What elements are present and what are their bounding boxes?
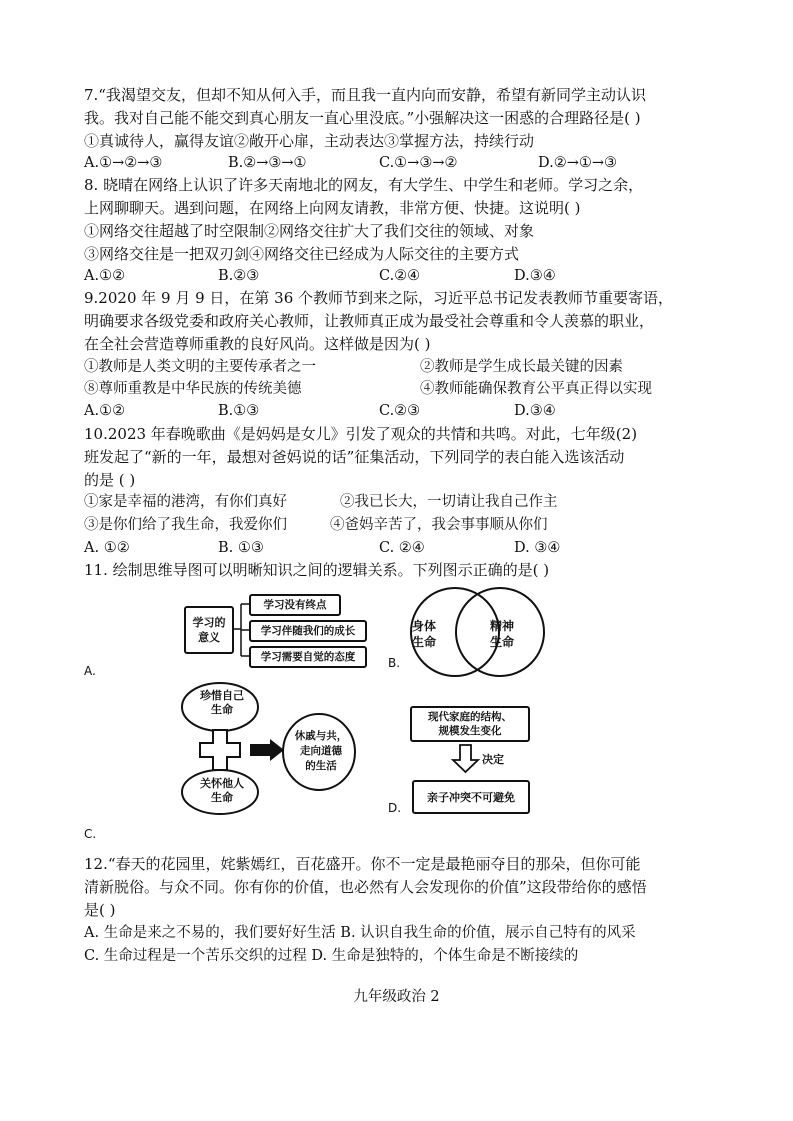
- q8-statements-1: ①网络交往超越了时空限制②网络交往扩大了我们交往的领域、对象: [84, 222, 535, 240]
- diagram-a-root: 学习的 意义: [184, 606, 234, 654]
- arrow-right-icon: [250, 739, 284, 761]
- venn-left-label: 身体 生命: [412, 619, 437, 649]
- q9-stem-line3: 在全社会营造尊师重教的良好风尚。这样做是因为( ): [84, 335, 431, 353]
- q12-stem-line2: 清新脱俗。与众不同。你有你的价值，也必然有人会发现你的价值”这段带给你的感悟: [84, 878, 647, 896]
- q7-option-c: C.①→③→②: [379, 155, 458, 171]
- q10-statement-3: ③是你们给了我生命，我爱你们: [84, 517, 287, 533]
- diagram-d-bottom: 亲子冲突不可避免: [412, 780, 530, 814]
- q8-option-d: D.③④: [514, 268, 556, 284]
- q12-options-ab: A. 生命是来之不易的，我们要好好生活 B. 认识自我生命的价值，展示自己特有的风采: [84, 925, 636, 941]
- q7-stem-line2: 我。我对自己能不能交到真心朋友一直心里没底。”小强解决这一困惑的合理路径是( ): [84, 109, 641, 127]
- venn-right-label: 精神 生命: [490, 619, 515, 649]
- q9-stem-line1: 9.2020 年 9 月 9 日，在第 36 个教师节到来之际，习近平总书记发表教师节重要寄语，: [84, 289, 674, 307]
- q7-option-d: D.②→①→③: [538, 155, 618, 171]
- q9-option-d: D.③④: [514, 403, 556, 419]
- q9-statement-3: ⑧尊师重教是中华民族的传统美德: [84, 381, 302, 397]
- diagram-a-item-2: 学习伴随我们的成长: [249, 620, 367, 642]
- page-footer: 九年级政治 2: [353, 989, 440, 1005]
- q12-stem-line1: 12.“春天的花园里，姹紫嫣红，百花盛开。你不一定是最艳丽夺目的那朵，但你可能: [84, 855, 641, 873]
- q9-statement-1: ①教师是人类文明的主要传承者之一: [84, 359, 316, 375]
- diagram-a-item-1: 学习没有终点: [249, 594, 341, 616]
- diagram-a-label: A.: [84, 664, 96, 678]
- q8-statements-2: ③网络交往是一把双刃剑④网络交往已经成为人际交往的主要方式: [84, 245, 520, 263]
- q12-stem-line3: 是( ): [84, 901, 116, 919]
- q9-option-a: A.①②: [84, 403, 126, 419]
- q8-option-a: A.①②: [84, 268, 126, 284]
- q10-option-b: B. ①③: [218, 540, 264, 556]
- q8-stem-line1: 8. 晓晴在网络上认识了许多天南地北的网友，有大学生、中学生和老师。学习之余，: [84, 176, 644, 194]
- q10-option-c: C. ②④: [379, 540, 425, 556]
- q9-statement-2: ②教师是学生成长最关键的因素: [420, 359, 623, 375]
- q7-option-b: B.②→③→①: [228, 155, 307, 171]
- q10-stem-line1: 10.2023 年春晚歌曲《是妈妈是女儿》引发了观众的共情和共鸣。对此，七年级(2): [84, 425, 638, 443]
- q9-statement-4: ④教师能确保教育公平真正得以实现: [420, 381, 652, 397]
- q12-options-cd: C. 生命过程是一个苦乐交织的过程 D. 生命是独特的，个体生命是不断接续的: [84, 948, 579, 964]
- q10-statement-1: ①家是幸福的港湾，有你们真好: [84, 494, 287, 510]
- q11-stem: 11. 绘制思维导图可以明晰知识之间的逻辑关系。下列图示正确的是( ): [84, 561, 550, 579]
- q8-option-c: C.②④: [379, 268, 421, 284]
- q9-stem-line2: 明确要求各级党委和政府关心教师，让教师真正成为最受社会尊重和令人羡慕的职业，: [84, 312, 655, 330]
- diagram-c-label: C.: [84, 827, 97, 841]
- diagram-d-top: 现代家庭的结构、 规模发生变化: [410, 706, 530, 742]
- q8-stem-line2: 上网聊聊天。遇到问题，在网络上向网友请教，非常方便、快捷。这说明( ): [84, 199, 581, 217]
- q9-option-c: C.②③: [379, 403, 421, 419]
- q10-statement-2: ②我已长大，一切请让我自己作主: [340, 494, 558, 510]
- diagram-d-arrow-label: 决定: [482, 753, 504, 766]
- diagram-a-item-3: 学习需要自觉的态度: [249, 646, 367, 668]
- diagram-b-label: B.: [388, 656, 401, 670]
- q10-option-d: D. ③④: [514, 540, 561, 556]
- arrow-down-icon: [453, 745, 478, 772]
- diagram-c-result: 休戚与共， 走向道德 的生活: [294, 730, 348, 772]
- diagram-c-bottom: 关怀他人 生命: [200, 777, 244, 804]
- plus-icon: [200, 730, 240, 770]
- q7-statements: ①真诚待人，赢得友谊②敞开心扉，主动表达③掌握方法，持续行动: [84, 132, 535, 150]
- q7-option-a: A.①→②→③: [84, 155, 163, 171]
- diagram-d-label: D.: [388, 801, 402, 815]
- q10-stem-line3: 的是 ( ): [84, 471, 136, 489]
- q8-option-b: B.②③: [218, 268, 260, 284]
- q10-stem-line2: 班发起了“新的一年，最想对爸妈说的话”征集活动，下列同学的表白能入选该活动: [84, 448, 625, 466]
- diagram-c-top: 珍惜自己 生命: [200, 689, 244, 716]
- q7-stem-line1: 7.“我渴望交友，但却不知从何入手，而且我一直内向而安静，希望有新同学主动认识: [84, 86, 646, 104]
- q10-statement-4: ④爸妈辛苦了，我会事事顺从你们: [330, 517, 548, 533]
- q9-option-b: B.①③: [218, 403, 260, 419]
- q10-option-a: A. ①②: [84, 540, 130, 556]
